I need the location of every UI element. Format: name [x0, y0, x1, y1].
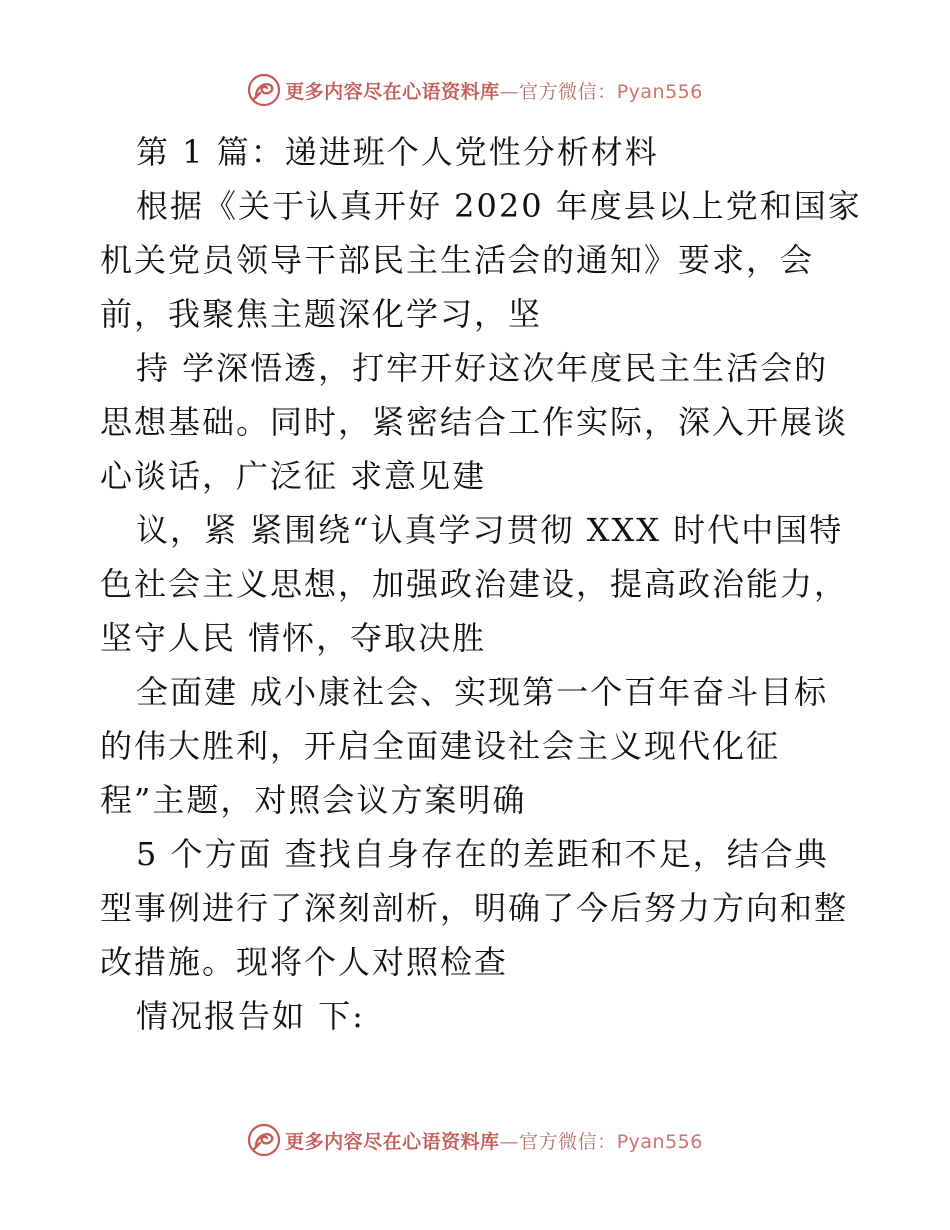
document-line: 根据《关于认真开好 2020 年度县以上党和国家	[136, 187, 862, 225]
document-line: 色社会主义思想，加强政治建设，提高政治能力，	[100, 565, 849, 603]
footer-banner-content	[247, 1123, 703, 1157]
document-line: 情况报告如 下:	[136, 997, 365, 1035]
document-line: 议，紧 紧围绕“认真学习贯彻 XXX 时代中国特	[136, 511, 844, 549]
header-banner-separator: —	[499, 80, 520, 103]
document-line: 全面建 成小康社会、实现第一个百年奋斗目标	[136, 673, 829, 711]
document-line: 持 学深悟透，打牢开好这次年度民主生活会的	[136, 349, 829, 387]
document-line: 思想基础。同时，紧密结合工作实际，深入开展谈	[100, 403, 849, 441]
footer-banner-wechat-id: Pyan556	[616, 1130, 703, 1153]
swirl-logo-icon	[247, 1123, 281, 1157]
header-banner	[0, 70, 950, 110]
document-line: 前，我聚焦主题深化学习，坚	[100, 295, 543, 333]
document-line: 程”主题，对照会议方案明确	[100, 781, 527, 819]
document-line: 第 1 篇：递进班个人党性分析材料	[136, 133, 659, 171]
header-banner-title: 更多内容尽在心语资料库	[285, 80, 500, 103]
document-line: 心谈话，广泛征 求意见建	[100, 457, 487, 495]
header-banner-wechat-label: 官方微信：	[519, 80, 617, 103]
document-line: 坚守人民 情怀，夺取决胜	[100, 619, 487, 657]
document-line: 的伟大胜利，开启全面建设社会主义现代化征	[100, 727, 781, 765]
document-line: 5 个方面 查找自身存在的差距和不足，结合典	[136, 835, 829, 873]
footer-banner-title: 更多内容尽在心语资料库	[285, 1130, 500, 1153]
document-line: 机关党员领导干部民主生活会的通知》要求，会	[100, 241, 815, 279]
header-banner-content	[247, 73, 703, 107]
header-banner-wechat-id: Pyan556	[616, 80, 703, 103]
swirl-logo-icon	[247, 73, 281, 107]
footer-banner-separator: —	[499, 1130, 520, 1153]
footer-banner-text	[285, 1127, 703, 1154]
footer-banner-wechat-label: 官方微信：	[519, 1130, 617, 1153]
document-line: 型事例进行了深刻剖析，明确了今后努力方向和整	[100, 889, 849, 927]
document-line: 改措施。现将个人对照检查	[100, 943, 509, 981]
header-banner-text	[285, 77, 703, 104]
footer-banner	[0, 1120, 950, 1160]
document-body	[100, 125, 860, 1043]
